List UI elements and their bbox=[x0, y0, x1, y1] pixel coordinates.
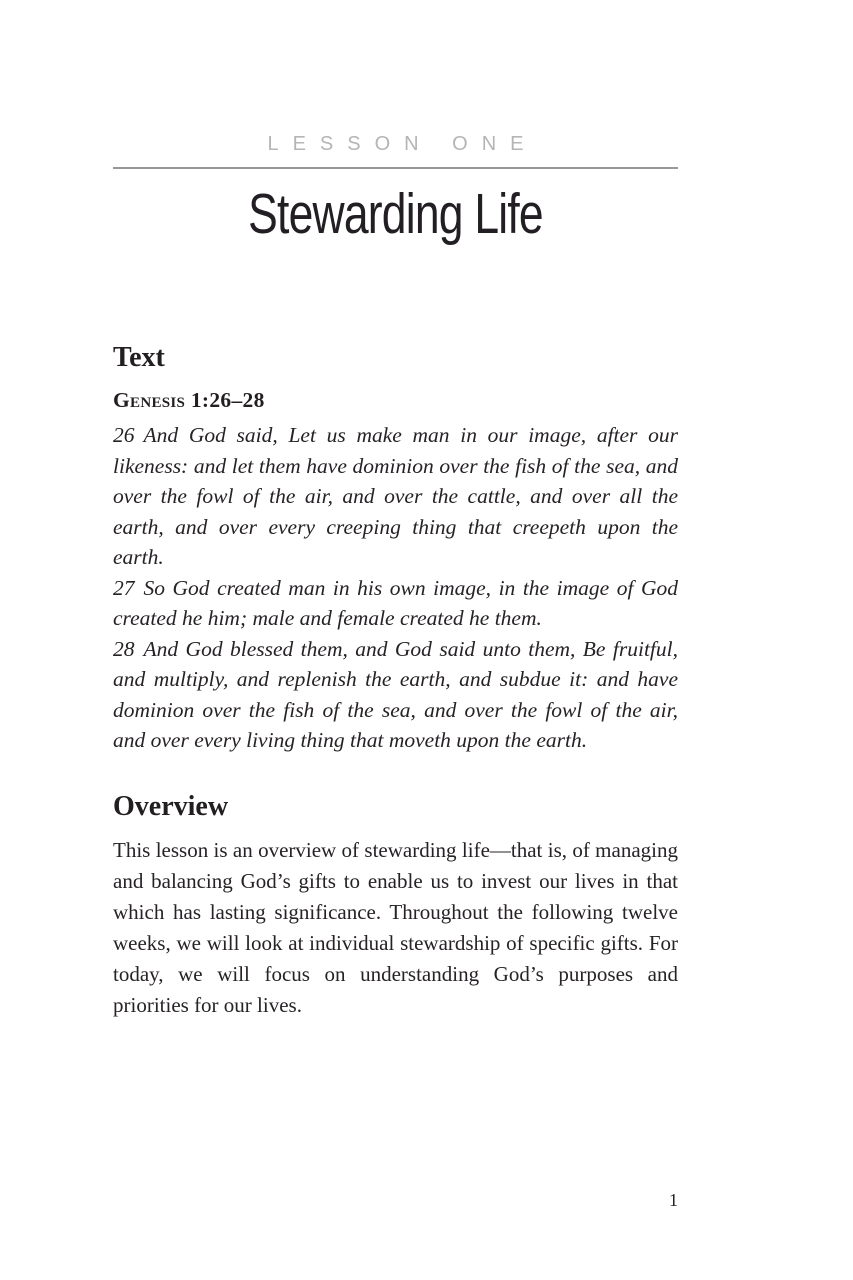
lesson-kicker: LESSON ONE bbox=[267, 133, 538, 155]
verse-number: 28 bbox=[113, 636, 135, 661]
overview-paragraph: This lesson is an overview of stewarding life—that is, of managing and balancing God’s gifts to enable us to invest our lives in that which has lasting significance. Throughout the following twelve weeks, we will look at individual stewardship of specific gifts. For today, we will focus on understanding God’s purposes and priorities for our lives. bbox=[113, 837, 678, 1017]
verse-28 bbox=[113, 634, 678, 756]
verse-text: And God blessed them, and God said unto them, Be fruitful, and multiply, and replenish the earth, and subdue it: and have dominion over the fish of the sea, and over the fowl of the air, and over every living thing that moveth upon the earth. bbox=[113, 636, 678, 752]
verse-26 bbox=[113, 420, 678, 573]
verse-text: So God created man in his own image, in the image of God created he him; male and female created he them. bbox=[113, 575, 678, 630]
header-rule bbox=[113, 167, 678, 169]
content-column bbox=[113, 0, 678, 1021]
lesson-header bbox=[113, 133, 678, 247]
scripture-reference: Genesis 1:26–28 bbox=[113, 388, 265, 412]
lesson-title: Stewarding Life bbox=[248, 182, 543, 246]
text-section-heading: Text bbox=[113, 342, 165, 373]
verse-number: 27 bbox=[113, 575, 135, 600]
verse-text: And God said, Let us make man in our image, after our likeness: and let them have dominion over the fish of the sea, and over the fowl of the air, and over the cattle, and over all the earth, and over every creeping thing that creepeth upon the earth. bbox=[113, 423, 678, 569]
page-number: 1 bbox=[669, 1190, 678, 1210]
verse-number: 26 bbox=[113, 423, 135, 447]
text-section bbox=[113, 343, 678, 756]
overview-section-heading: Overview bbox=[113, 790, 229, 822]
overview-section bbox=[113, 792, 678, 1021]
verse-27 bbox=[113, 573, 678, 634]
